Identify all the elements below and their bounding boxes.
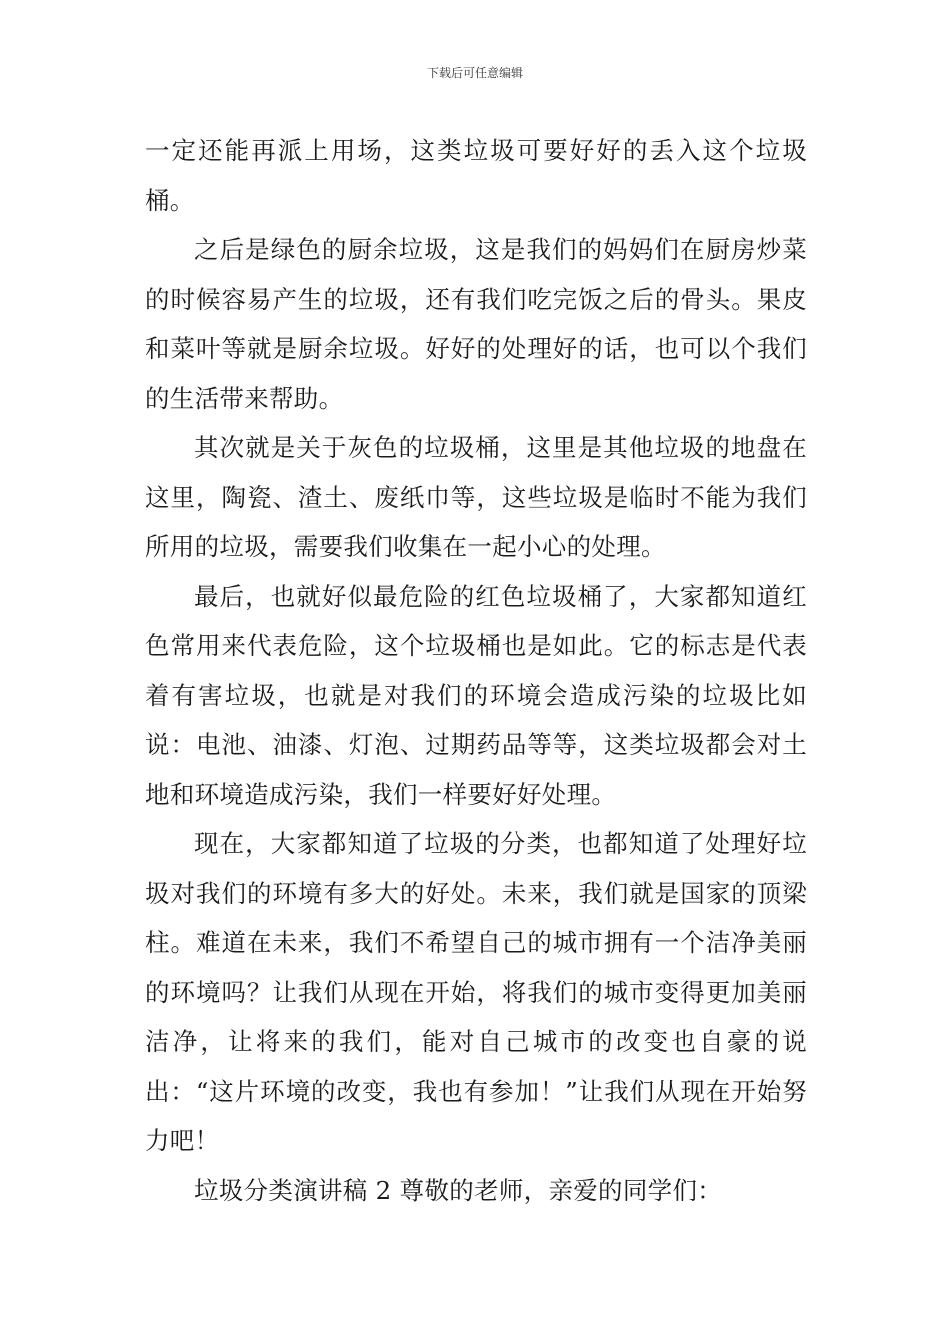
paragraph-conclusion: 现在，大家都知道了垃圾的分类，也都知道了处理好垃圾对我们的环境有多大的好处。未来，我们就是国家的顶梁柱。难道在未来，我们不希望自己的城市拥有一个洁净美丽的环境吗？让我们从现在开始，将我们的城市变得更加美丽洁净，让将来的我们，能对自己城市的改变也自豪的说出：“这片环境的改变，我也有参加！”让我们从现在开始努力吧！ [145, 829, 807, 1155]
page-header: 下载后可任意编辑 [426, 66, 523, 80]
paragraph-other-waste: 其次就是关于灰色的垃圾桶，这里是其他垃圾的地盘在这里，陶瓷、渣土、废纸巾等，这些垃圾是临时不能为我们所用的垃圾，需要我们收集在一起小心的处理。 [145, 433, 807, 561]
paragraph-kitchen-waste: 之后是绿色的厨余垃圾，这是我们的妈妈们在厨房炒菜的时候容易产生的垃圾，还有我们吃完饭之后的骨头。果皮和菜叶等就是厨余垃圾。好好的处理好的话，也可以个我们的生活带来帮助。 [145, 235, 807, 413]
document-body [145, 126, 807, 1215]
paragraph-hazardous-waste: 最后，也就好似最危险的红色垃圾桶了，大家都知道红色常用来代表危险，这个垃圾桶也是如此。它的标志是代表着有害垃圾，也就是对我们的环境会造成污染的垃圾比如说：电池、油漆、灯泡、过期药品等等，这类垃圾都会对土地和环境造成污染，我们一样要好好处理。 [145, 581, 807, 809]
paragraph-speech-2-heading: 垃圾分类演讲稿 2 尊敬的老师，亲爱的同学们： [194, 1175, 723, 1205]
paragraph-continuation: 一定还能再派上用场，这类垃圾可要好好的丢入这个垃圾桶。 [145, 136, 807, 215]
